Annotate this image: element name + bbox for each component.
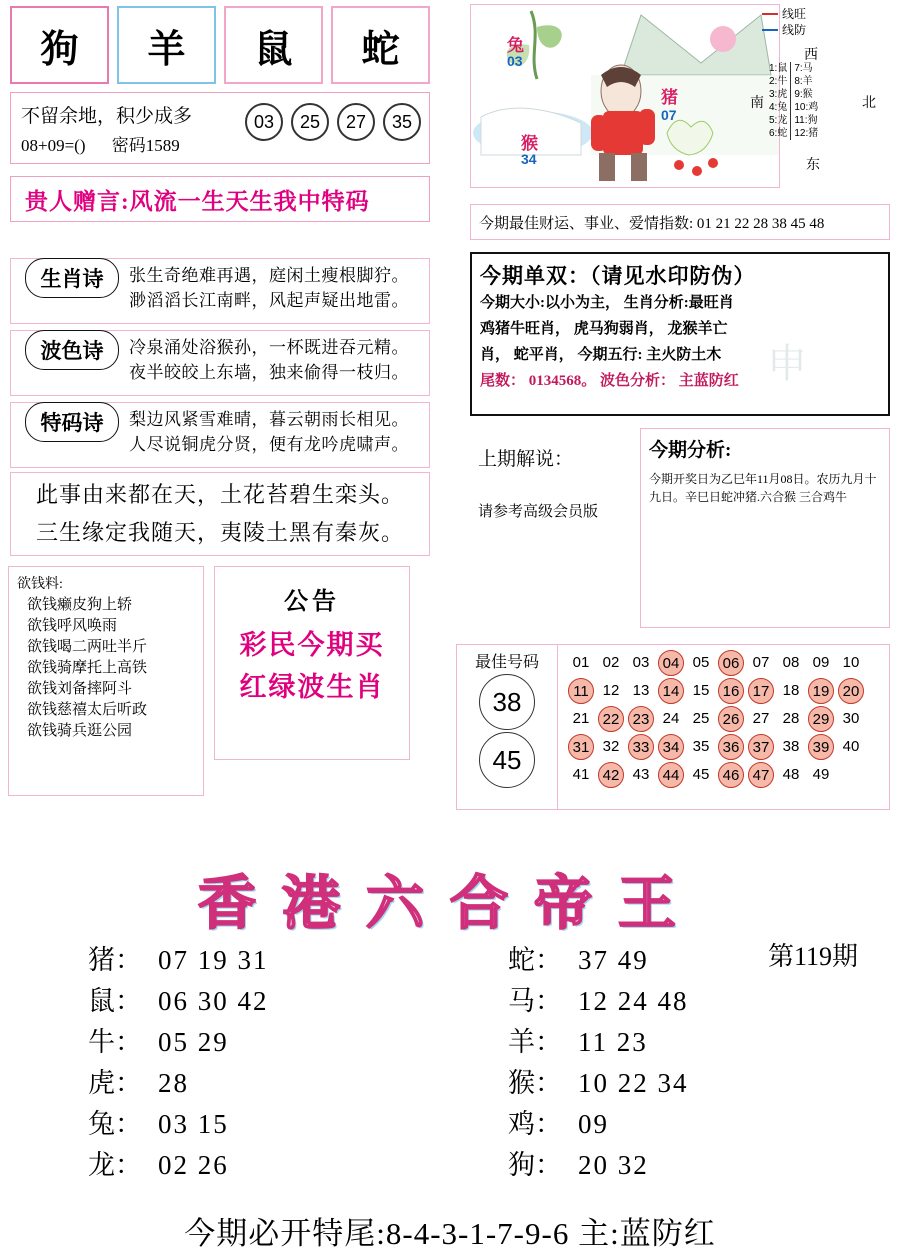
poem-label: 生肖诗 [25,258,119,298]
number-cell: 13 [632,682,650,699]
number-cell: 46 [718,762,744,788]
number-cell: 43 [632,766,650,783]
number-cell: 21 [572,710,590,727]
zodiac-name: 狗： [508,1150,562,1180]
table-row [490,1022,689,1063]
issue-number: 第119期 [767,942,858,971]
table-row [490,1063,689,1104]
money-tip: 欲钱癞皮狗上轿 [27,597,133,613]
slogan-box [10,92,430,164]
money-tip: 欲钱刘备摔阿斗 [27,681,133,697]
number-cell: 45 [692,766,710,783]
number-cell: 01 [572,654,590,671]
zodiac-numbers: 28 [158,1068,189,1098]
zodiac-name: 猴： [508,1068,562,1098]
number-cell: 22 [598,706,624,732]
notice-line2: 红绿波生肖 [239,672,385,702]
zodiac-top-row [10,6,430,84]
slogan-password: 密码1589 [111,136,180,155]
artwork-label-monkey: 猴 [521,134,538,153]
compass-item: 1:鼠 [769,63,788,74]
zodiac-number-table-left [70,940,269,1186]
slogan-number: 35 [383,103,421,141]
luck-index-box [470,204,890,240]
best-numbers-left [457,645,558,809]
poem-line: 人尽说铜虎分贤，便有龙吟虎啸声。 [129,435,409,454]
money-tips-title: 欲钱料: [17,577,63,592]
number-cell: 31 [568,734,594,760]
poem-text [129,259,429,317]
table-row [490,981,689,1022]
compass-direction-north: 北 [862,96,876,111]
number-cell: 10 [842,654,860,671]
compass-item: 7:马 [791,62,821,75]
odd-even-line: 尾数： 0134568。 波色分析： 主蓝防红 [480,373,739,389]
poem-line: 梨边风紧雪难晴，暮云朝雨长相见。 [129,410,409,429]
number-cell: 08 [782,654,800,671]
number-cell: 33 [628,734,654,760]
table-row [70,1145,269,1186]
watermark-seal: 申 [767,341,807,386]
number-cell: 07 [752,654,770,671]
number-cell: 14 [658,678,684,704]
money-tips-box [8,566,204,796]
zodiac-numbers: 02 26 [158,1150,229,1180]
zodiac-name: 猪： [88,945,142,975]
zodiac-numbers: 05 29 [158,1027,229,1057]
money-tip: 欲钱呼风唤雨 [27,618,118,634]
artwork-label-pig: 猪 [661,88,678,107]
slogan-numbers [245,103,421,141]
best-number-ball: 45 [479,732,535,788]
poem-line: 冷泉涌处浴猴孙，一杯既进吞元精。 [129,338,409,357]
number-cell: 37 [748,734,774,760]
number-cell: 11 [568,678,594,704]
zodiac-numbers: 06 30 42 [158,986,269,1016]
odd-even-line: 肖， 蛇平肖， 今期五行: 主火防土木 [480,347,722,363]
odd-even-title: 今期单双：（请见水印防伪） [480,264,756,288]
odd-even-line: 鸡猪牛旺肖， 虎马狗弱肖， 龙猴羊亡 [480,321,728,337]
legend-swatch-cold [762,29,778,31]
compass-item: 10:鸡 [791,101,821,114]
notice-line1: 彩民今期买 [239,630,385,660]
compass-item: 9:猴 [791,88,821,101]
table-row [490,940,689,981]
compass-direction-south: 南 [750,96,764,111]
zodiac-cell: 鼠 [224,6,323,84]
slogan-number: 27 [337,103,375,141]
number-cell: 42 [598,762,624,788]
number-cell: 32 [602,738,620,755]
zodiac-name: 羊： [508,1027,562,1057]
previous-explanation-note: 请参考高级会员版 [478,504,599,520]
legend-swatch-hot [762,13,778,15]
number-cell: 16 [718,678,744,704]
compass-direction-west: 西 [804,48,818,63]
poem-text [129,331,429,389]
legend-label-hot: 线旺 [782,7,807,21]
number-cell: 40 [842,738,860,755]
legend-label-cold: 线防 [782,23,807,37]
artwork-label-rabbit: 兔 [507,36,524,55]
poem-line: 夜半皎皎上东墙，独来偷得一枝归。 [129,363,409,382]
zodiac-numbers: 09 [578,1109,609,1139]
money-tip: 欲钱喝二两吐半斤 [27,639,148,655]
money-tip: 欲钱骑兵逛公园 [27,723,133,739]
slogan-line2 [21,131,180,156]
guest-message-banner [10,176,430,222]
number-cell: 20 [838,678,864,704]
number-cell: 02 [602,654,620,671]
number-cell: 23 [628,706,654,732]
compass-item: 3:虎 [769,89,788,100]
brand-title: 香港六合帝王 [197,871,702,936]
table-row [70,1022,269,1063]
notice-title: 公告 [284,589,340,615]
number-cell: 47 [748,762,774,788]
number-cell: 26 [718,706,744,732]
number-cell: 34 [658,734,684,760]
zodiac-name: 鼠： [88,986,142,1016]
number-cell: 19 [808,678,834,704]
big-verse-line: 此事由来都在天，土花苔碧生栾头。 [35,482,404,507]
luck-index-text: 今期最佳财运、事业、爱情指数: 01 21 22 28 38 45 48 [479,215,825,232]
number-cell: 39 [808,734,834,760]
artwork-label-rabbit-number: 03 [507,53,523,69]
zodiac-name: 马： [508,986,562,1016]
zodiac-name: 蛇： [508,945,562,975]
zodiac-numbers: 03 15 [158,1109,229,1139]
table-row [490,1104,689,1145]
number-cell: 29 [808,706,834,732]
current-analysis-text: 今期开奖日为乙巳年11月08日。农历九月十九日。辛巳日蛇冲猪.六合猴 三合鸡牛 [649,472,877,504]
slogan-line1: 不留余地，积少成多 [21,106,193,127]
zodiac-name: 牛： [88,1027,142,1057]
number-cell: 04 [658,650,684,676]
current-analysis-title: 今期分析: [649,440,732,461]
compass-direction-east: 东 [806,158,820,173]
table-row [70,1104,269,1145]
guest-message-text: 贵人赠言:风流一生天生我中特码 [25,188,370,214]
big-verse-box [10,472,430,556]
zodiac-numbers: 07 19 31 [158,945,269,975]
number-cell: 18 [782,682,800,699]
best-numbers-box [456,644,890,810]
number-cell: 35 [692,738,710,755]
zodiac-numbers: 11 23 [578,1027,648,1057]
big-verse-line: 三生缘定我随天，夷陵土黑有秦灰。 [35,520,404,545]
number-cell: 30 [842,710,860,727]
compass-block [740,4,890,186]
number-grid [566,649,882,789]
zodiac-numbers: 20 32 [578,1150,649,1180]
zodiac-name: 虎： [88,1068,142,1098]
artwork-illustration [470,4,780,188]
zodiac-name: 鸡： [508,1109,562,1139]
zodiac-numbers: 10 22 34 [578,1068,689,1098]
table-row [70,981,269,1022]
compass-item: 12:猪 [791,127,821,140]
number-cell: 25 [692,710,710,727]
money-tip: 欲钱慈禧太后听政 [27,702,148,718]
number-cell: 36 [718,734,744,760]
poem-line: 渺滔滔长江南畔，风起声疑出地雷。 [129,291,409,310]
number-cell: 24 [662,710,680,727]
zodiac-cell: 蛇 [331,6,430,84]
poem-line: 张生奇绝难再遇，庭闲土瘦根脚狞。 [129,266,409,285]
number-cell: 44 [658,762,684,788]
poem-label: 特码诗 [25,402,119,442]
compass-item: 6:蛇 [769,128,788,139]
number-cell: 15 [692,682,710,699]
odd-even-line: 今期大小:以小为主， 生肖分析:最旺肖 [480,295,734,311]
notice-box [214,566,410,760]
current-analysis-box [640,428,890,628]
number-cell: 03 [632,654,650,671]
artwork-label-monkey-number: 34 [521,151,537,167]
poem-label: 波色诗 [25,330,119,370]
number-cell: 49 [812,766,830,783]
money-tip: 欲钱骑摩托上高铁 [27,660,148,676]
slogan-number: 25 [291,103,329,141]
number-cell: 12 [602,682,620,699]
poem-block-color [10,330,430,396]
number-cell: 28 [782,710,800,727]
previous-explanation-label: 上期解说： [478,449,574,470]
odd-even-analysis-box [470,252,890,416]
compass-item: 2:牛 [769,76,788,87]
zodiac-numbers: 12 24 48 [578,986,689,1016]
zodiac-name: 龙： [88,1150,142,1180]
table-row [70,1063,269,1104]
best-numbers-grid-wrap [558,645,889,809]
best-number-ball: 38 [479,674,535,730]
compass-number-table [766,62,821,140]
poem-block-zodiac [10,258,430,324]
zodiac-cell: 羊 [117,6,216,84]
number-cell: 17 [748,678,774,704]
slogan-equation: 08+09=() [21,136,86,155]
compass-item: 8:羊 [791,75,821,88]
number-cell: 05 [692,654,710,671]
number-cell: 41 [572,766,590,783]
footer-text: 今期必开特尾:8-4-3-1-7-9-6 主:蓝防红 [184,1216,716,1251]
compass-item: 5:龙 [769,115,788,126]
compass-item: 11:狗 [791,114,821,127]
poem-text [129,403,429,461]
zodiac-numbers: 37 49 [578,945,649,975]
best-numbers-label: 最佳号码 [474,654,539,671]
table-row [70,940,269,981]
number-cell: 27 [752,710,770,727]
slogan-number: 03 [245,103,283,141]
artwork-label-pig-number: 07 [661,107,677,123]
table-row [490,1145,689,1186]
compass-legend [762,6,806,38]
poem-block-special [10,402,430,468]
compass-item: 4:兔 [769,102,788,113]
zodiac-number-table-right [490,940,689,1186]
zodiac-name: 兔： [88,1109,142,1139]
zodiac-cell: 狗 [10,6,109,84]
number-cell: 09 [812,654,830,671]
number-cell: 48 [782,766,800,783]
number-cell: 06 [718,650,744,676]
number-cell: 38 [782,738,800,755]
